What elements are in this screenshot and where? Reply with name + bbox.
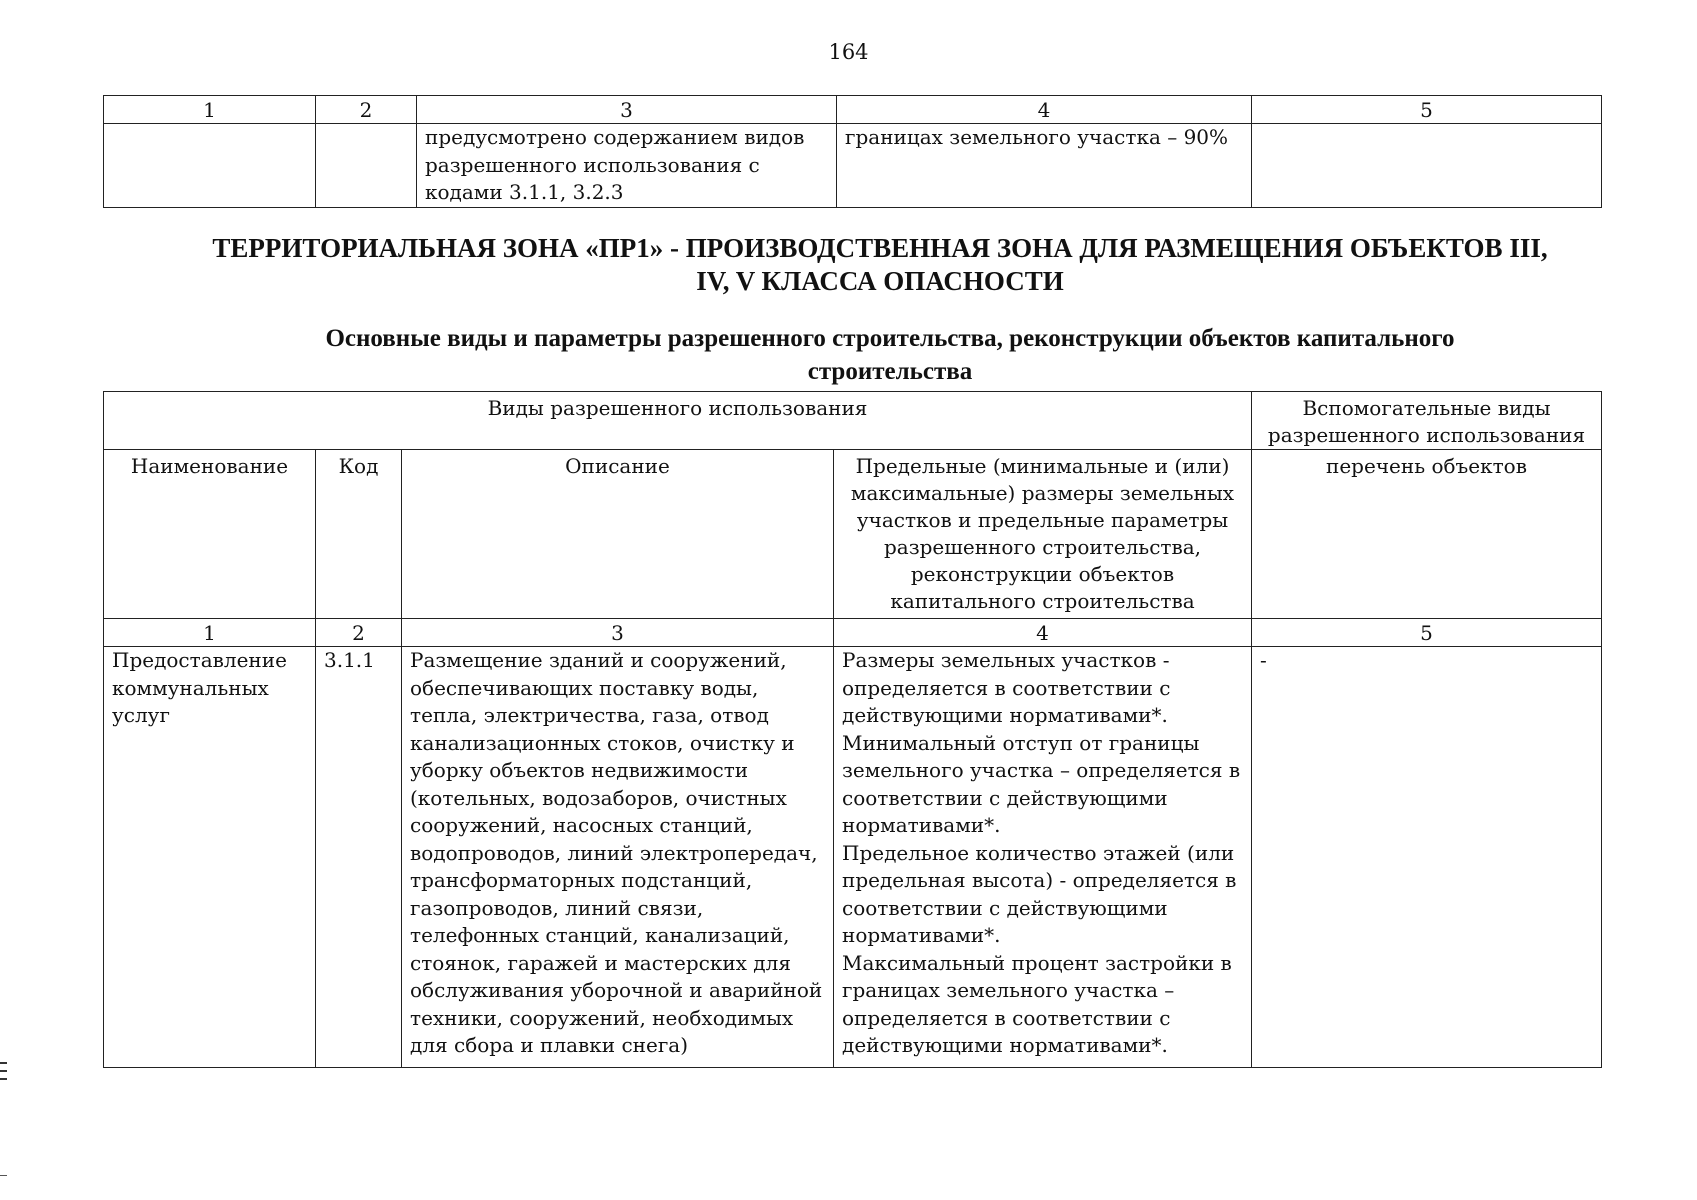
name-cell (104, 124, 316, 208)
section-title-line: строительства (807, 358, 973, 385)
table-row (104, 647, 1602, 1068)
section-title-line: Основные виды и параметры разрешенного строительства, реконструкции объектов капитального (325, 325, 1455, 352)
column-number: 2 (316, 619, 402, 647)
column-number: 2 (316, 96, 417, 124)
margin-mark (0, 1062, 7, 1064)
parameter-line: Размеры земельных участков - определяется в соответствии с действующими нормативами*. (842, 648, 1171, 727)
margin-mark (0, 1175, 7, 1176)
parameters-cell: границах земельного участка – 90% (837, 124, 1252, 208)
continuation-table (103, 95, 1602, 208)
parameters-cell (834, 647, 1252, 1068)
code-cell: 3.1.1 (316, 647, 402, 1068)
column-number: 4 (837, 96, 1252, 124)
auxiliary-cell (1252, 124, 1602, 208)
page-number: 164 (828, 40, 869, 64)
column-number-row (104, 96, 1602, 124)
column-header-parameters: Предельные (минимальные и (или) максимальные) размеры земельных участков и предельные параметры разрешенного строительства, реконструкции объектов капитального строительства (834, 450, 1252, 619)
main-table (103, 391, 1602, 1068)
column-header-description: Описание (402, 450, 834, 619)
column-header-code: Код (316, 450, 402, 619)
table-row (104, 124, 1602, 208)
margin-mark (0, 1078, 7, 1080)
parameter-line: Предельное количество этажей (или предельная высота) - определяется в соответствии с действующими нормативами*. (842, 840, 1237, 947)
zone-title-line: ТЕРРИТОРИАЛЬНАЯ ЗОНА «ПР1» - ПРОИЗВОДСТВЕННАЯ ЗОНА ДЛЯ РАЗМЕЩЕНИЯ ОБЪЕКТОВ III, (212, 233, 1548, 263)
description-cell: предусмотрено содержанием видов разрешенного использования с кодами 3.1.1, 3.2.3 (417, 124, 837, 208)
margin-marks (0, 1062, 7, 1086)
code-cell (316, 124, 417, 208)
column-number: 4 (834, 619, 1252, 647)
group-header: Виды разрешенного использования (104, 392, 1252, 450)
section-title (220, 322, 1560, 388)
group-header-row (104, 392, 1602, 450)
parameter-line: Максимальный процент застройки в границах земельного участка – определяется в соответствии с действующими нормативами*. (842, 950, 1232, 1057)
column-header-row (104, 450, 1602, 619)
margin-mark (0, 1070, 7, 1072)
column-number: 5 (1252, 96, 1602, 124)
zone-title (140, 232, 1620, 298)
column-number: 3 (402, 619, 834, 647)
column-header-aux-list: перечень объектов (1252, 450, 1602, 619)
aux-header: Вспомогательные виды разрешенного использования (1252, 392, 1602, 450)
name-cell: Предоставление коммунальных услуг (104, 647, 316, 1068)
column-number: 3 (417, 96, 837, 124)
column-number: 1 (104, 96, 316, 124)
zone-title-line: IV, V КЛАССА ОПАСНОСТИ (696, 266, 1064, 296)
column-header-name: Наименование (104, 450, 316, 619)
column-number: 1 (104, 619, 316, 647)
parameter-line: Минимальный отступ от границы земельного участка – определяется в соответствии с действующими нормативами*. (842, 730, 1241, 837)
description-cell: Размещение зданий и сооружений, обеспечивающих поставку воды, тепла, электричества, газа, отвод канализационных стоков, очистку и уборку объектов недвижимости (котельных, водозаборов, очистных сооружений, насосных станций, водопроводов, линий электропередач, трансформаторных подстанций, газопроводов, линий связи, телефонных станций, канализаций, стоянок, гаражей и мастерских для обслуживания уборочной и аварийной техники, сооружений, необходимых для сбора и плавки снега) (402, 647, 834, 1068)
column-number: 5 (1252, 619, 1602, 647)
auxiliary-cell: - (1252, 647, 1602, 1068)
column-number-row (104, 619, 1602, 647)
